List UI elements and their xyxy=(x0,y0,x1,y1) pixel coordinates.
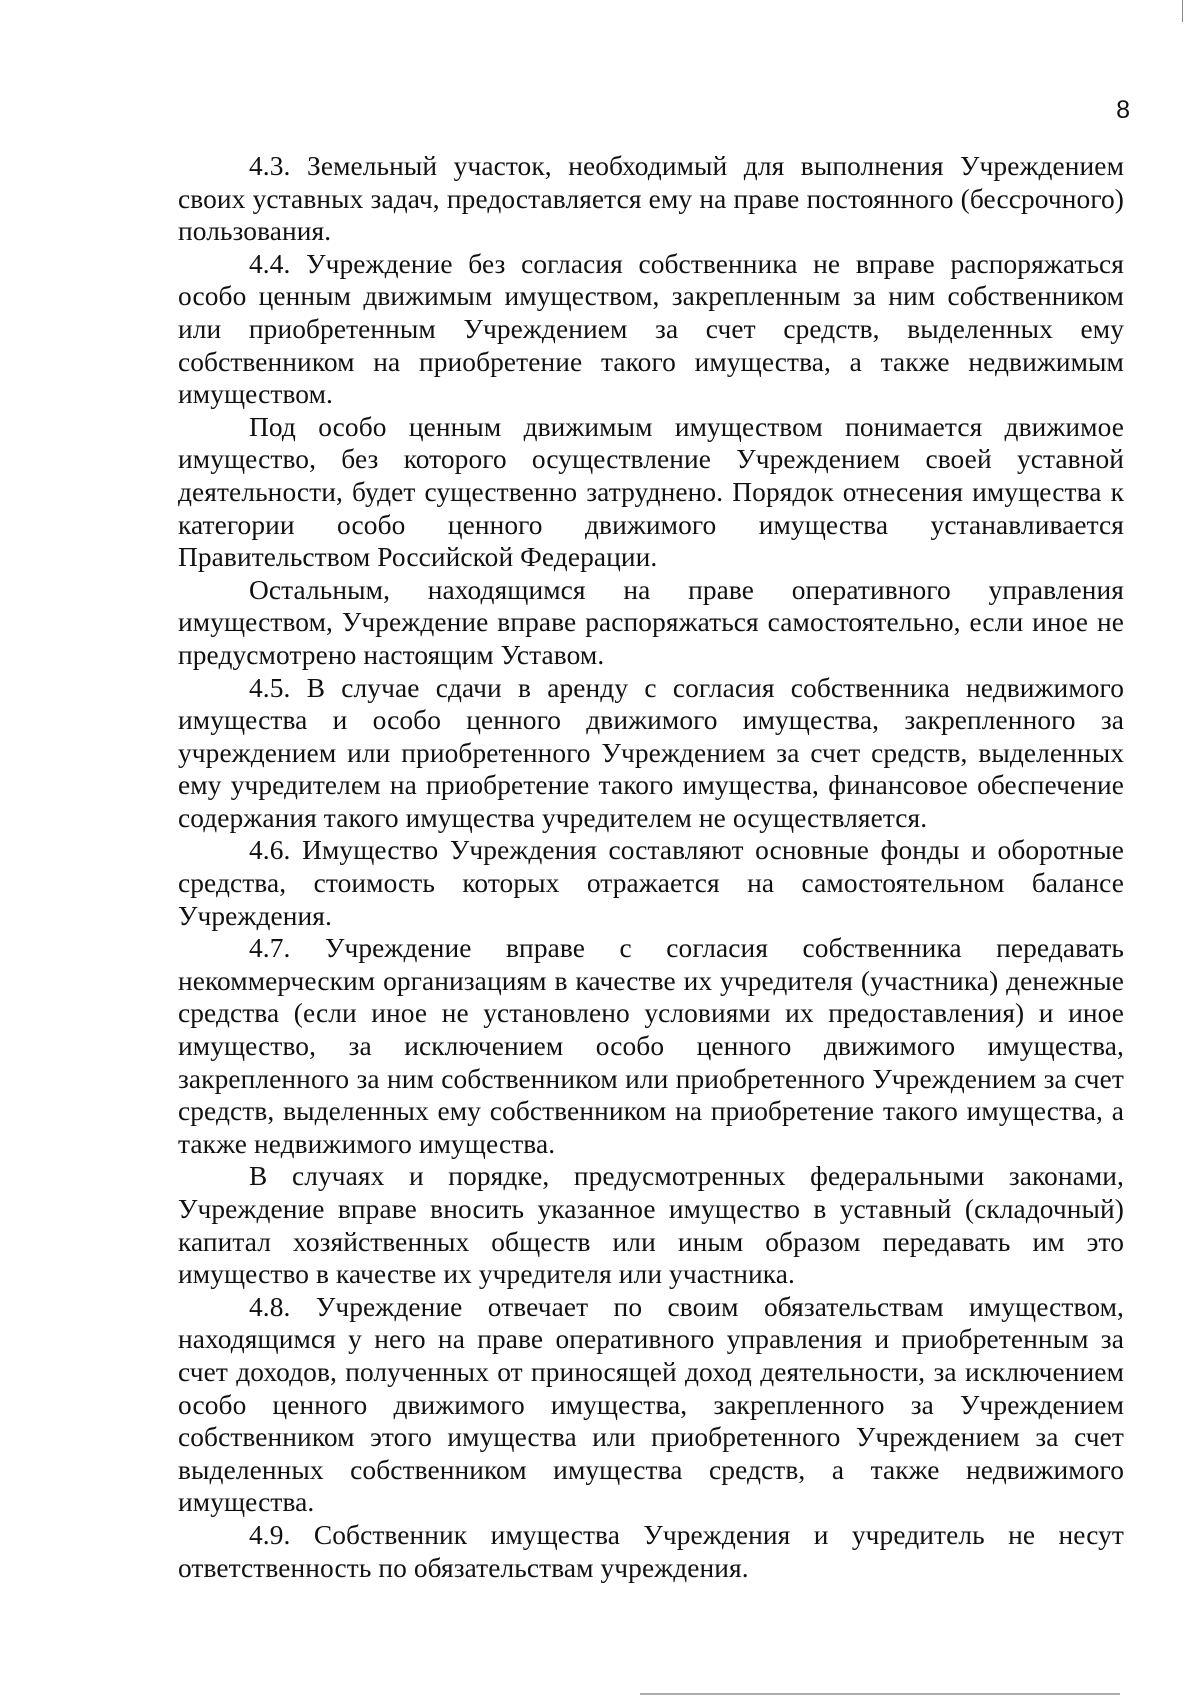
paragraph-4-4-other-property: Остальным, находящимся на праве оперативного управления имуществом, Учреждение вправе распоряжаться самостоятельно, если иное не предусмотрено настоящим Уставом. xyxy=(178,574,1124,670)
document-body xyxy=(178,150,1124,1584)
scan-edge-line xyxy=(640,1693,1120,1695)
paragraph-4-3: 4.3. Земельный участок, необходимый для выполнения Учреждением своих уставных задач, предоставляется ему на праве постоянного (бессрочного) пользования. xyxy=(178,151,1124,247)
paragraph-4-5: 4.5. В случае сдачи в аренду с согласия собственника недвижимого имущества и особо ценного движимого имущества, закрепленного за учреждением или приобретенного Учреждением за счет средств, выделенных ему учредителем на приобретение такого имущества, финансовое обеспечение содержания такого имущества учредителем не осуществляется. xyxy=(178,672,1124,833)
paragraph-4-6: 4.6. Имущество Учреждения составляют основные фонды и оборотные средства, стоимость которых отражается на самостоятельном балансе Учреждения. xyxy=(178,835,1124,931)
paragraph-4-7-contribution: В случаях и порядке, предусмотренных федеральными законами, Учреждение вправе вносить указанное имущество в уставный (складочный) капитал хозяйственных обществ или иным образом передавать им это имущество в качестве их учредителя или участника. xyxy=(178,1161,1124,1290)
paragraph-4-4: 4.4. Учреждение без согласия собственника не вправе распоряжаться особо ценным движимым имуществом, закрепленным за ним собственником или приобретенным Учреждением за счет средств, выделенных ему собственником на приобретение такого имущества, а также недвижимым имуществом. xyxy=(178,248,1124,410)
paragraph-4-4-definition: Под особо ценным движимым имуществом понимается движимое имущество, без которого осуществление Учреждением своей уставной деятельности, будет существенно затруднено. Порядок отнесения имущества к категории особо ценного движимого имущества устанавливается Правительством Российской Федерации. xyxy=(178,411,1124,573)
scan-edge-mark xyxy=(1182,0,1183,22)
page-number: 8 xyxy=(1116,96,1130,124)
paragraph-4-9: 4.9. Собственник имущества Учреждения и учредитель не несут ответственность по обязательствам учреждения. xyxy=(178,1519,1124,1583)
paragraph-4-7: 4.7. Учреждение вправе с согласия собственника передавать некоммерческим организациям в качестве их учредителя (участника) денежные средства (если иное не установлено условиями их предоставления) и иное имущество, за исключением особо ценного движимого имущества, закрепленного за ним собственником или приобретенного Учреждением за счет средств, выделенных ему собственником на приобретение такого имущества, а также недвижимого имущества. xyxy=(178,933,1124,1159)
paragraph-4-8: 4.8. Учреждение отвечает по своим обязательствам имуществом, находящимся у него на праве оперативного управления и приобретенным за счет доходов, полученных от приносящей доход деятельности, за исключением особо ценного движимого имущества, закрепленного за Учреждением собственником этого имущества или приобретенного Учреждением за счет выделенных собственником имущества средств, а также недвижимого имущества. xyxy=(178,1291,1124,1518)
